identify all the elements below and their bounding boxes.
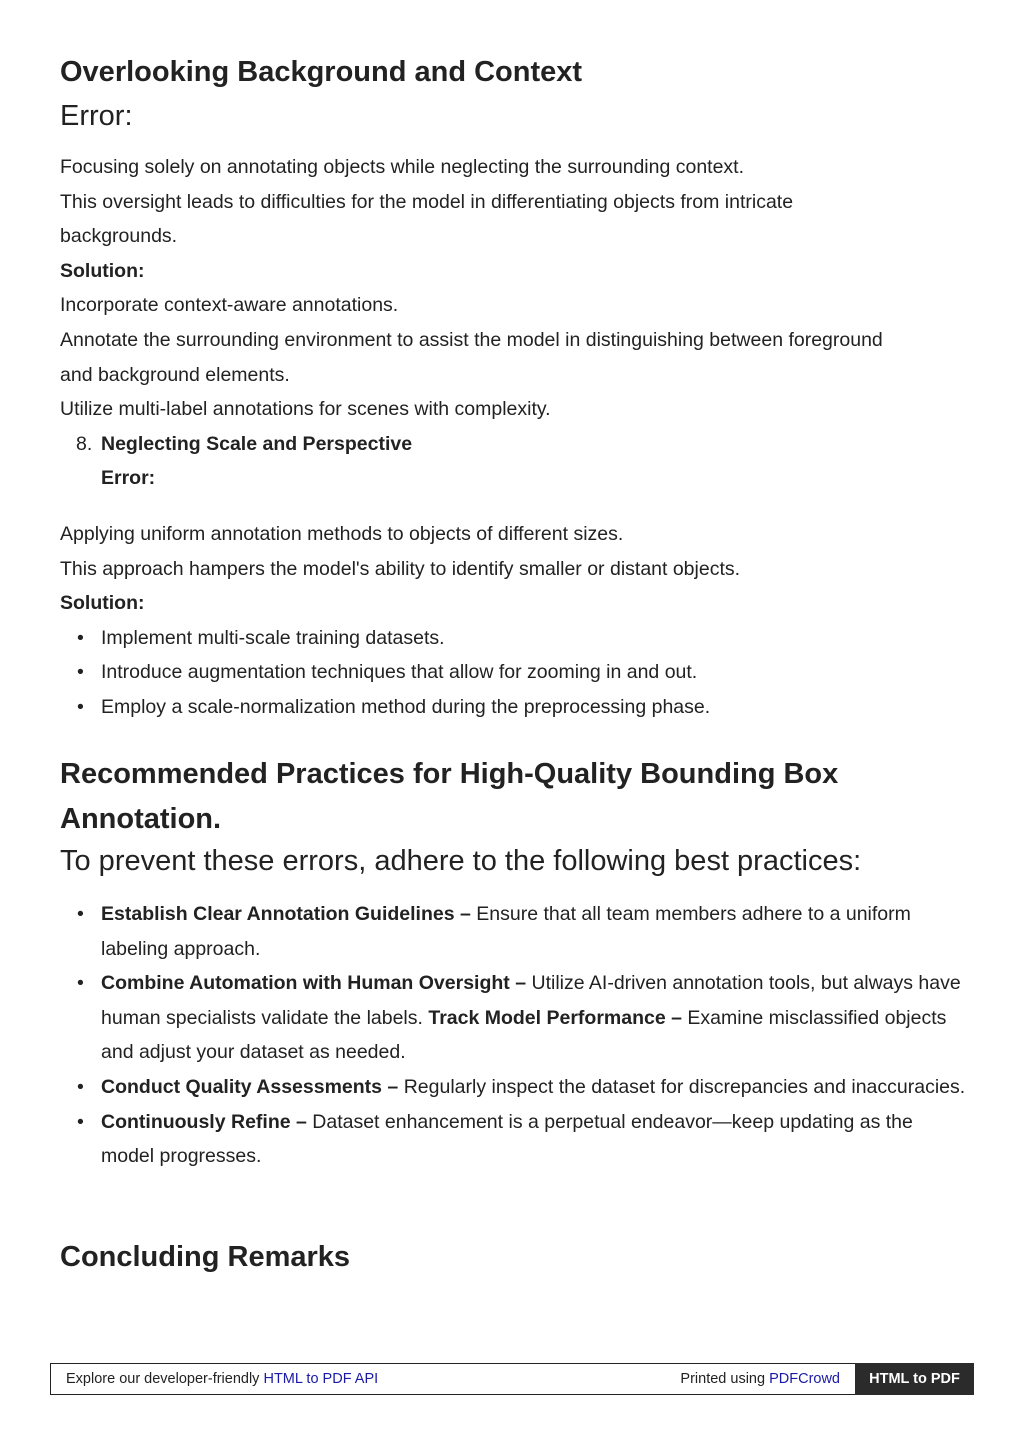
error-text: Focusing solely on annotating objects while neglecting the surrounding context. xyxy=(60,156,745,178)
practice-title: Establish Clear Annotation Guidelines – xyxy=(101,903,471,925)
item-number: 8. xyxy=(76,432,93,455)
footer-explore xyxy=(66,1371,378,1387)
practices-list xyxy=(60,897,967,1174)
pdf-footer xyxy=(50,1363,974,1395)
solution-list xyxy=(60,621,960,725)
solution-label: Solution: xyxy=(60,259,145,282)
practice-title: Combine Automation with Human Oversight – xyxy=(101,972,527,995)
footer-printed-text: Printed using xyxy=(680,1371,770,1387)
solution-text: Annotate the surrounding environment to assist the model in distinguishing between foreground and background elements. xyxy=(60,328,883,386)
practice-text: Utilize AI-driven annotation tools, but always have human specialists validate the labels. xyxy=(101,972,961,1029)
practice-title: Track Model Performance – xyxy=(428,1006,682,1029)
footer-printed xyxy=(680,1371,840,1387)
list-item xyxy=(101,1105,967,1174)
solution-label: Solution: xyxy=(60,592,145,615)
section-heading: Recommended Practices for High-Quality Bounding Box Annotation. xyxy=(60,758,839,835)
list-item: • Introduce augmentation techniques that allow for zooming in and out. xyxy=(101,655,960,690)
section-subheading: To prevent these errors, adhere to the following best practices: xyxy=(60,845,862,877)
practice-text: Ensure that all team members adhere to a uniform labeling approach. xyxy=(101,903,911,960)
list-item xyxy=(101,966,967,1070)
html-to-pdf-api-link[interactable]: HTML to PDF API xyxy=(263,1371,379,1387)
error-text: This oversight leads to difficulties for the model in differentiating objects from intricate backgrounds. xyxy=(60,190,794,248)
practice-text: Dataset enhancement is a perpetual endeavor—keep updating as the model progresses. xyxy=(101,1110,913,1168)
section2-body xyxy=(60,517,960,725)
solution-text: Incorporate context-aware annotations. xyxy=(60,294,399,317)
list-item: • Implement multi-scale training datasets. xyxy=(101,621,960,656)
section-heading: Overlooking Background and Context xyxy=(60,56,583,88)
numbered-item xyxy=(60,427,960,496)
list-item xyxy=(101,897,967,966)
pdfcrowd-link[interactable]: PDFCrowd xyxy=(769,1371,840,1387)
practice-title: Conduct Quality Assessments – xyxy=(101,1075,399,1098)
section1-body xyxy=(60,150,960,496)
practice-text: Regularly inspect the dataset for discrepancies and inaccuracies. xyxy=(398,1075,966,1098)
list-item: • Employ a scale-normalization method during the preprocessing phase. xyxy=(101,690,960,725)
error-text: This approach hampers the model's ability to identify smaller or distant objects. xyxy=(60,557,741,580)
practice-text: Examine misclassified objects and adjust your dataset as needed. xyxy=(101,1006,947,1064)
list-item xyxy=(101,1070,967,1105)
error-text: Applying uniform annotation methods to objects of different sizes. xyxy=(60,523,624,545)
error-label: Error: xyxy=(60,100,133,132)
error-label: Error: xyxy=(101,467,156,490)
html-to-pdf-button[interactable]: HTML to PDF xyxy=(855,1363,974,1395)
section-heading: Concluding Remarks xyxy=(60,1241,351,1273)
footer-explore-text: Explore our developer-friendly xyxy=(66,1371,264,1387)
solution-text: Utilize multi-label annotations for scenes with complexity. xyxy=(60,398,551,421)
item-title: Neglecting Scale and Perspective xyxy=(101,432,413,455)
practice-title: Continuously Refine – xyxy=(101,1110,307,1133)
